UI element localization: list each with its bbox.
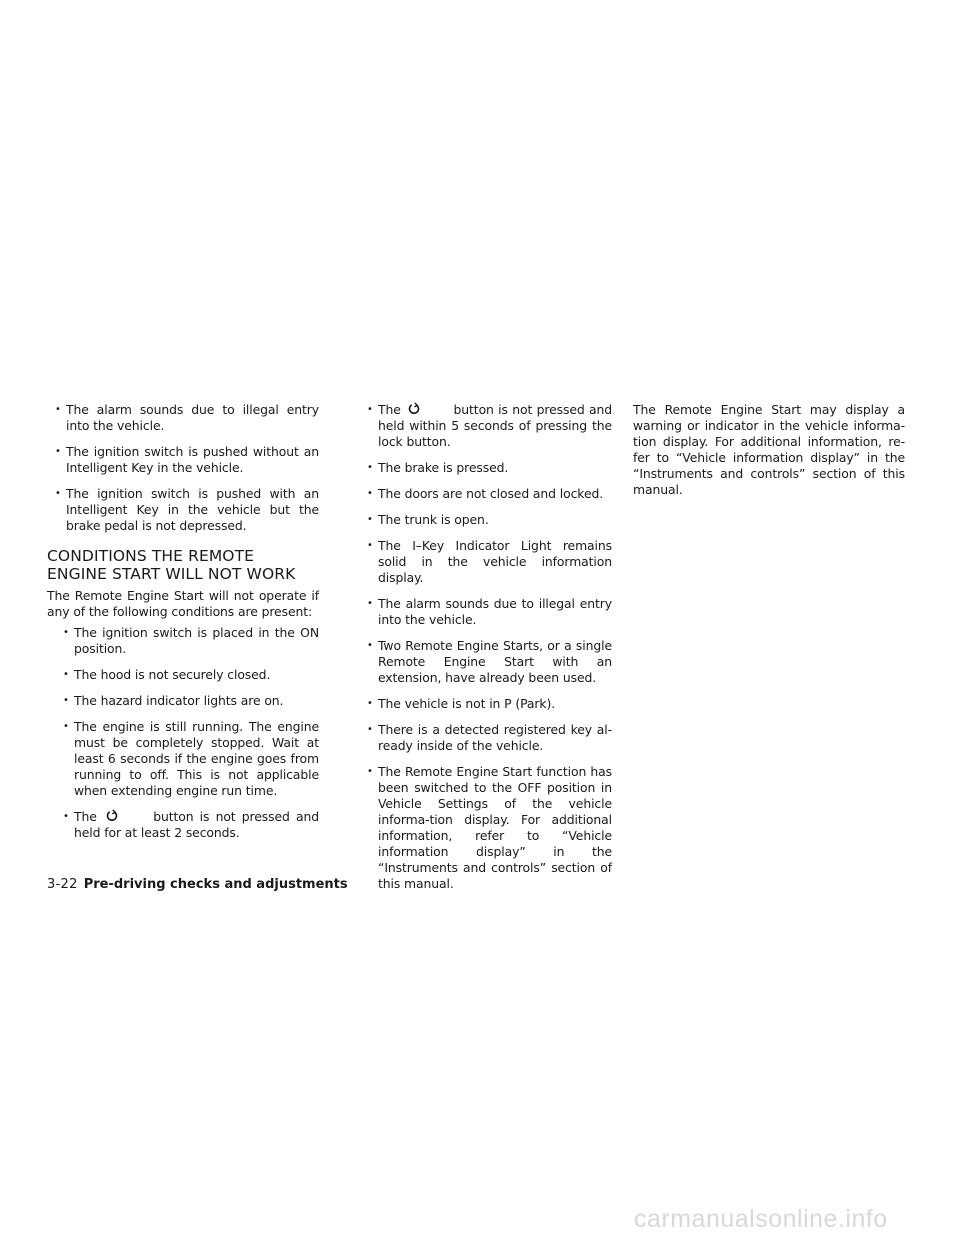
list-item: • The vehicle is not in P (Park). — [359, 696, 612, 712]
list-item: • The brake is pressed. — [359, 460, 612, 476]
column-middle — [359, 402, 612, 902]
list-item: • The ignition switch is placed in the ON position. — [55, 625, 319, 657]
conditions-list-continued — [47, 402, 319, 534]
list-item: • The trunk is open. — [359, 512, 612, 528]
section-intro: The Remote Engine Start will not operate if any of the following conditions are present: — [47, 588, 319, 619]
list-item: • The hazard indicator lights are on. — [55, 693, 319, 709]
list-item: • The engine is still running. The engine must be completely stopped. Wait at least 6 seconds if the engine goes from running to off. This is not applicable when extending engine run time. — [55, 719, 319, 799]
conditions-list-2 — [359, 402, 612, 892]
page-number: 3-22 — [47, 877, 78, 892]
fob-item-prefix: The — [74, 809, 97, 824]
list-item-fob — [359, 402, 612, 450]
section-heading: CONDITIONS THE REMOTE ENGINE START WILL NOT WORK — [47, 547, 296, 583]
remote-start-icon — [105, 809, 119, 823]
remote-start-icon — [407, 402, 421, 416]
list-item: • The I–Key Indicator Light remains solid in the vehicle information display. — [359, 538, 612, 586]
column-left — [47, 402, 319, 851]
column-right — [633, 402, 905, 503]
page-footer — [47, 877, 348, 892]
fob-item-suffix: button is not pressed and held for at least 2 seconds. — [74, 809, 320, 840]
fob-item-suffix: button is not pressed and held within 5 seconds of pressing the lock button. — [378, 402, 613, 449]
fob-item-prefix: The — [378, 402, 401, 417]
list-item: • Two Remote Engine Starts, or a single Remote Engine Start with an extension, have already been used. — [359, 638, 612, 686]
list-item: • The Remote Engine Start function has been switched to the OFF position in Vehicle Settings of the vehicle informa-tion display. For additional information, refer to “Vehicle information display” in the “Instruments and controls” section of this manual. — [359, 764, 612, 892]
list-item: • The ignition switch is pushed without an Intelligent Key in the vehicle. — [47, 444, 319, 476]
list-item: • There is a detected registered key al-ready inside of the vehicle. — [359, 722, 612, 754]
list-item: • The ignition switch is pushed with an Intelligent Key in the vehicle but the brake pedal is not depressed. — [47, 486, 319, 534]
list-item: • The hood is not securely closed. — [55, 667, 319, 683]
list-item: • The doors are not closed and locked. — [359, 486, 612, 502]
watermark: carmanualsonline.info — [634, 1205, 888, 1233]
list-item: • The alarm sounds due to illegal entry into the vehicle. — [359, 596, 612, 628]
section-title: Pre-driving checks and adjustments — [83, 877, 348, 892]
list-item-fob — [55, 809, 319, 841]
list-item: • The alarm sounds due to illegal entry into the vehicle. — [47, 402, 319, 434]
conditions-list — [47, 625, 319, 841]
display-note-paragraph: The Remote Engine Start may display a warning or indicator in the vehicle informa-tion display. For additional information, re-fer to “Vehicle information display” in the “Instruments and controls” section of this manual. — [633, 402, 905, 497]
